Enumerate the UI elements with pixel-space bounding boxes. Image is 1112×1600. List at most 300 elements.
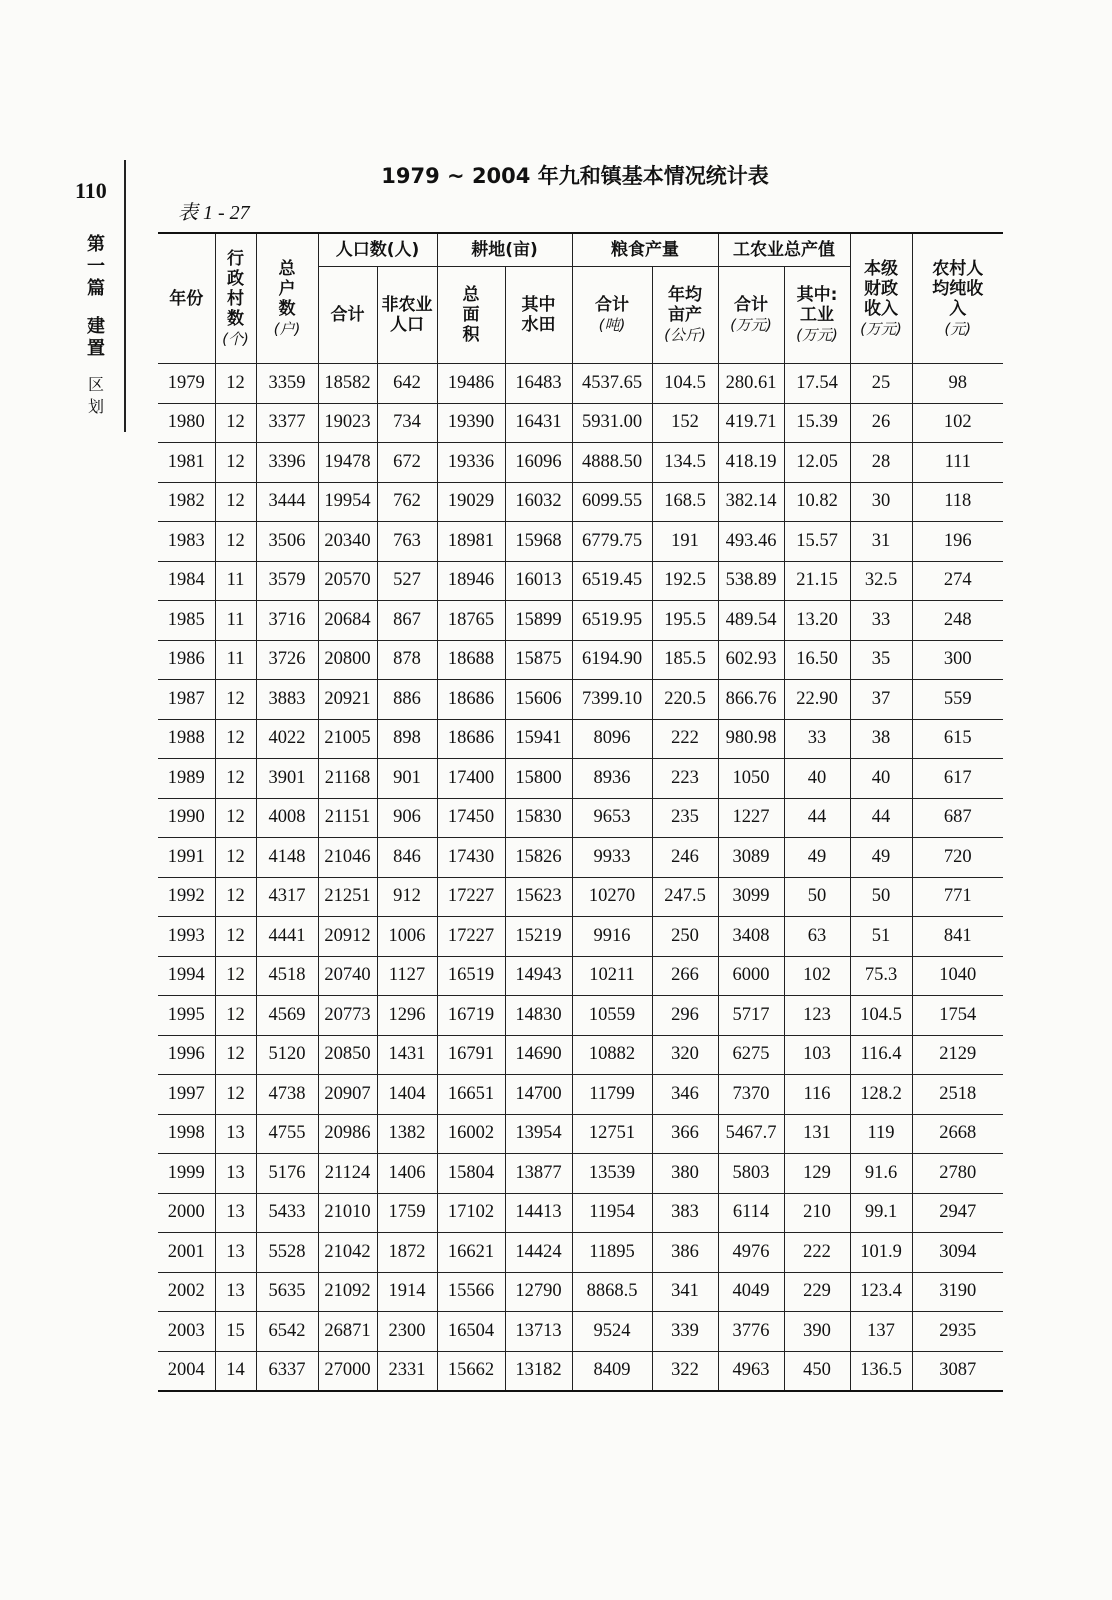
cell-output-total: 4976 <box>718 1233 784 1273</box>
cell-revenue: 38 <box>850 719 912 759</box>
cell-grain-yield: 247.5 <box>652 877 718 917</box>
cell-villages: 13 <box>215 1193 256 1233</box>
cell-grain-total: 11799 <box>572 1075 652 1115</box>
cell-households: 4569 <box>256 996 318 1036</box>
header-pop-total: 合计 <box>318 267 377 364</box>
cell-pop-total: 20570 <box>318 561 377 601</box>
cell-households: 4148 <box>256 838 318 878</box>
cell-farmland-total: 16719 <box>437 996 505 1036</box>
cell-grain-total: 10211 <box>572 956 652 996</box>
cell-pop-total: 20340 <box>318 522 377 562</box>
cell-pop-total: 20850 <box>318 1035 377 1075</box>
cell-income: 841 <box>912 917 1003 957</box>
cell-output-total: 1050 <box>718 759 784 799</box>
cell-grain-total: 5931.00 <box>572 403 652 443</box>
cell-pop-nonagri: 901 <box>377 759 437 799</box>
cell-farmland-paddy: 16431 <box>505 403 572 443</box>
cell-villages: 13 <box>215 1272 256 1312</box>
cell-grain-total: 7399.10 <box>572 680 652 720</box>
cell-farmland-paddy: 14690 <box>505 1035 572 1075</box>
cell-households: 3506 <box>256 522 318 562</box>
cell-grain-total: 4537.65 <box>572 364 652 404</box>
cell-pop-total: 20800 <box>318 640 377 680</box>
cell-income: 3094 <box>912 1233 1003 1273</box>
cell-output-industry: 21.15 <box>784 561 850 601</box>
cell-farmland-total: 16519 <box>437 956 505 996</box>
table-row <box>158 443 1003 483</box>
cell-income: 2935 <box>912 1312 1003 1352</box>
cell-grain-total: 11895 <box>572 1233 652 1273</box>
cell-year: 1995 <box>158 996 215 1036</box>
cell-grain-yield: 322 <box>652 1351 718 1391</box>
cell-year: 1991 <box>158 838 215 878</box>
cell-villages: 12 <box>215 798 256 838</box>
cell-farmland-paddy: 15875 <box>505 640 572 680</box>
cell-farmland-paddy: 13713 <box>505 1312 572 1352</box>
cell-pop-total: 20986 <box>318 1114 377 1154</box>
cell-grain-yield: 104.5 <box>652 364 718 404</box>
cell-villages: 12 <box>215 719 256 759</box>
cell-pop-total: 20773 <box>318 996 377 1036</box>
cell-pop-total: 21168 <box>318 759 377 799</box>
cell-grain-total: 6519.45 <box>572 561 652 601</box>
table-row <box>158 1193 1003 1233</box>
cell-households: 3444 <box>256 482 318 522</box>
cell-income: 300 <box>912 640 1003 680</box>
cell-households: 4317 <box>256 877 318 917</box>
cell-pop-nonagri: 734 <box>377 403 437 443</box>
cell-farmland-total: 16791 <box>437 1035 505 1075</box>
cell-farmland-total: 18946 <box>437 561 505 601</box>
cell-pop-nonagri: 1404 <box>377 1075 437 1115</box>
cell-output-industry: 116 <box>784 1075 850 1115</box>
cell-grain-yield: 246 <box>652 838 718 878</box>
cell-farmland-total: 19390 <box>437 403 505 443</box>
cell-year: 1979 <box>158 364 215 404</box>
cell-pop-total: 20921 <box>318 680 377 720</box>
cell-households: 4518 <box>256 956 318 996</box>
cell-revenue: 51 <box>850 917 912 957</box>
cell-pop-nonagri: 1431 <box>377 1035 437 1075</box>
cell-output-total: 6275 <box>718 1035 784 1075</box>
cell-pop-total: 19023 <box>318 403 377 443</box>
cell-farmland-paddy: 16032 <box>505 482 572 522</box>
cell-output-industry: 123 <box>784 996 850 1036</box>
table-row <box>158 364 1003 404</box>
cell-output-industry: 22.90 <box>784 680 850 720</box>
cell-output-industry: 49 <box>784 838 850 878</box>
cell-revenue: 50 <box>850 877 912 917</box>
cell-households: 3359 <box>256 364 318 404</box>
table-row <box>158 917 1003 957</box>
cell-pop-total: 21092 <box>318 1272 377 1312</box>
table-row <box>158 640 1003 680</box>
table-row <box>158 1312 1003 1352</box>
header-population: 人口数(人) <box>318 233 437 267</box>
cell-grain-yield: 383 <box>652 1193 718 1233</box>
cell-income: 1754 <box>912 996 1003 1036</box>
cell-grain-yield: 296 <box>652 996 718 1036</box>
table-row <box>158 1114 1003 1154</box>
cell-income: 3087 <box>912 1351 1003 1391</box>
cell-output-total: 3408 <box>718 917 784 957</box>
cell-income: 274 <box>912 561 1003 601</box>
cell-pop-nonagri: 886 <box>377 680 437 720</box>
cell-farmland-paddy: 15219 <box>505 917 572 957</box>
cell-farmland-paddy: 16483 <box>505 364 572 404</box>
cell-grain-total: 9524 <box>572 1312 652 1352</box>
cell-year: 1986 <box>158 640 215 680</box>
cell-income: 615 <box>912 719 1003 759</box>
cell-villages: 12 <box>215 443 256 483</box>
cell-grain-yield: 266 <box>652 956 718 996</box>
cell-output-industry: 103 <box>784 1035 850 1075</box>
cell-revenue: 136.5 <box>850 1351 912 1391</box>
cell-villages: 12 <box>215 680 256 720</box>
cell-income: 2668 <box>912 1114 1003 1154</box>
cell-farmland-paddy: 15899 <box>505 601 572 641</box>
cell-grain-total: 6099.55 <box>572 482 652 522</box>
cell-income: 248 <box>912 601 1003 641</box>
cell-year: 1988 <box>158 719 215 759</box>
cell-grain-yield: 346 <box>652 1075 718 1115</box>
table-row <box>158 1272 1003 1312</box>
cell-grain-total: 11954 <box>572 1193 652 1233</box>
cell-revenue: 128.2 <box>850 1075 912 1115</box>
cell-output-total: 5717 <box>718 996 784 1036</box>
cell-output-total: 6114 <box>718 1193 784 1233</box>
cell-output-total: 7370 <box>718 1075 784 1115</box>
cell-pop-total: 21151 <box>318 798 377 838</box>
cell-year: 1990 <box>158 798 215 838</box>
table-number: 表 1 - 27 <box>178 202 250 224</box>
cell-output-industry: 33 <box>784 719 850 759</box>
cell-pop-total: 21010 <box>318 1193 377 1233</box>
cell-farmland-paddy: 15830 <box>505 798 572 838</box>
cell-year: 1983 <box>158 522 215 562</box>
cell-households: 3579 <box>256 561 318 601</box>
cell-year: 1992 <box>158 877 215 917</box>
cell-income: 687 <box>912 798 1003 838</box>
cell-grain-yield: 220.5 <box>652 680 718 720</box>
header-farmland: 耕地(亩) <box>437 233 572 267</box>
cell-revenue: 40 <box>850 759 912 799</box>
cell-pop-total: 21042 <box>318 1233 377 1273</box>
cell-households: 4008 <box>256 798 318 838</box>
cell-revenue: 26 <box>850 403 912 443</box>
table-row <box>158 1233 1003 1273</box>
cell-output-total: 4049 <box>718 1272 784 1312</box>
cell-grain-yield: 223 <box>652 759 718 799</box>
cell-income: 2947 <box>912 1193 1003 1233</box>
cell-farmland-total: 15662 <box>437 1351 505 1391</box>
cell-grain-total: 6779.75 <box>572 522 652 562</box>
cell-income: 98 <box>912 364 1003 404</box>
cell-farmland-total: 19336 <box>437 443 505 483</box>
cell-households: 4755 <box>256 1114 318 1154</box>
cell-revenue: 104.5 <box>850 996 912 1036</box>
cell-revenue: 33 <box>850 601 912 641</box>
cell-output-industry: 15.57 <box>784 522 850 562</box>
cell-income: 2780 <box>912 1154 1003 1194</box>
cell-output-total: 3089 <box>718 838 784 878</box>
cell-grain-yield: 386 <box>652 1233 718 1273</box>
cell-pop-total: 21124 <box>318 1154 377 1194</box>
cell-output-total: 5803 <box>718 1154 784 1194</box>
cell-income: 559 <box>912 680 1003 720</box>
cell-pop-total: 20907 <box>318 1075 377 1115</box>
cell-villages: 11 <box>215 640 256 680</box>
side-part-label: 第 一 篇 <box>87 234 105 299</box>
margin-rule <box>124 160 126 432</box>
table-row <box>158 996 1003 1036</box>
cell-output-industry: 50 <box>784 877 850 917</box>
cell-farmland-total: 18688 <box>437 640 505 680</box>
cell-year: 1985 <box>158 601 215 641</box>
cell-pop-nonagri: 1006 <box>377 917 437 957</box>
cell-output-total: 493.46 <box>718 522 784 562</box>
cell-output-industry: 129 <box>784 1154 850 1194</box>
cell-pop-nonagri: 1914 <box>377 1272 437 1312</box>
cell-pop-total: 26871 <box>318 1312 377 1352</box>
cell-households: 4022 <box>256 719 318 759</box>
cell-villages: 12 <box>215 838 256 878</box>
table-row <box>158 1075 1003 1115</box>
page-number: 110 <box>75 178 107 203</box>
cell-output-total: 980.98 <box>718 719 784 759</box>
cell-revenue: 30 <box>850 482 912 522</box>
cell-income: 2518 <box>912 1075 1003 1115</box>
cell-households: 4738 <box>256 1075 318 1115</box>
cell-output-industry: 210 <box>784 1193 850 1233</box>
cell-grain-total: 13539 <box>572 1154 652 1194</box>
statistics-table <box>158 232 1003 1392</box>
cell-households: 5433 <box>256 1193 318 1233</box>
cell-income: 3190 <box>912 1272 1003 1312</box>
cell-grain-total: 8409 <box>572 1351 652 1391</box>
cell-farmland-paddy: 15800 <box>505 759 572 799</box>
table-row <box>158 759 1003 799</box>
cell-farmland-paddy: 14424 <box>505 1233 572 1273</box>
cell-year: 2002 <box>158 1272 215 1312</box>
table-row <box>158 601 1003 641</box>
cell-year: 1998 <box>158 1114 215 1154</box>
cell-farmland-total: 17102 <box>437 1193 505 1233</box>
cell-revenue: 44 <box>850 798 912 838</box>
cell-villages: 12 <box>215 482 256 522</box>
cell-villages: 12 <box>215 956 256 996</box>
cell-year: 2001 <box>158 1233 215 1273</box>
header-income: 农村人均纯收入 (元) <box>912 233 1003 364</box>
cell-pop-total: 20740 <box>318 956 377 996</box>
header-output: 工农业总产值 <box>718 233 850 267</box>
header-output-total: 合计 (万元) <box>718 267 784 364</box>
cell-output-industry: 229 <box>784 1272 850 1312</box>
cell-output-total: 3099 <box>718 877 784 917</box>
cell-households: 5635 <box>256 1272 318 1312</box>
cell-output-total: 280.61 <box>718 364 784 404</box>
cell-output-industry: 44 <box>784 798 850 838</box>
cell-farmland-paddy: 14830 <box>505 996 572 1036</box>
cell-grain-yield: 320 <box>652 1035 718 1075</box>
cell-pop-total: 20684 <box>318 601 377 641</box>
cell-income: 1040 <box>912 956 1003 996</box>
cell-pop-nonagri: 642 <box>377 364 437 404</box>
cell-pop-nonagri: 762 <box>377 482 437 522</box>
table-row <box>158 719 1003 759</box>
cell-households: 3396 <box>256 443 318 483</box>
cell-farmland-total: 18686 <box>437 719 505 759</box>
cell-grain-yield: 380 <box>652 1154 718 1194</box>
cell-revenue: 37 <box>850 680 912 720</box>
cell-households: 6337 <box>256 1351 318 1391</box>
cell-year: 1980 <box>158 403 215 443</box>
cell-farmland-total: 17227 <box>437 877 505 917</box>
cell-grain-total: 8868.5 <box>572 1272 652 1312</box>
cell-pop-nonagri: 672 <box>377 443 437 483</box>
cell-grain-total: 4888.50 <box>572 443 652 483</box>
cell-pop-nonagri: 2300 <box>377 1312 437 1352</box>
cell-revenue: 32.5 <box>850 561 912 601</box>
cell-output-total: 1227 <box>718 798 784 838</box>
table-row <box>158 877 1003 917</box>
cell-pop-nonagri: 898 <box>377 719 437 759</box>
cell-income: 196 <box>912 522 1003 562</box>
cell-farmland-paddy: 14943 <box>505 956 572 996</box>
cell-pop-nonagri: 878 <box>377 640 437 680</box>
cell-pop-nonagri: 1759 <box>377 1193 437 1233</box>
cell-grain-yield: 366 <box>652 1114 718 1154</box>
table-row <box>158 838 1003 878</box>
cell-farmland-paddy: 15826 <box>505 838 572 878</box>
cell-revenue: 25 <box>850 364 912 404</box>
cell-revenue: 91.6 <box>850 1154 912 1194</box>
cell-grain-total: 9933 <box>572 838 652 878</box>
cell-villages: 12 <box>215 1035 256 1075</box>
cell-farmland-total: 19029 <box>437 482 505 522</box>
table-row <box>158 522 1003 562</box>
cell-farmland-total: 18981 <box>437 522 505 562</box>
cell-villages: 11 <box>215 601 256 641</box>
cell-households: 3883 <box>256 680 318 720</box>
cell-pop-total: 19478 <box>318 443 377 483</box>
cell-output-industry: 16.50 <box>784 640 850 680</box>
cell-villages: 13 <box>215 1233 256 1273</box>
cell-farmland-paddy: 16013 <box>505 561 572 601</box>
cell-villages: 15 <box>215 1312 256 1352</box>
cell-grain-yield: 250 <box>652 917 718 957</box>
cell-villages: 12 <box>215 996 256 1036</box>
cell-output-industry: 102 <box>784 956 850 996</box>
cell-grain-yield: 195.5 <box>652 601 718 641</box>
cell-villages: 12 <box>215 917 256 957</box>
cell-farmland-paddy: 13877 <box>505 1154 572 1194</box>
table-row <box>158 1035 1003 1075</box>
cell-households: 4441 <box>256 917 318 957</box>
cell-output-industry: 10.82 <box>784 482 850 522</box>
cell-pop-nonagri: 2331 <box>377 1351 437 1391</box>
cell-revenue: 123.4 <box>850 1272 912 1312</box>
cell-revenue: 99.1 <box>850 1193 912 1233</box>
cell-households: 3901 <box>256 759 318 799</box>
cell-output-total: 382.14 <box>718 482 784 522</box>
cell-households: 5176 <box>256 1154 318 1194</box>
cell-villages: 12 <box>215 403 256 443</box>
cell-year: 1981 <box>158 443 215 483</box>
cell-farmland-paddy: 13954 <box>505 1114 572 1154</box>
cell-pop-nonagri: 912 <box>377 877 437 917</box>
cell-revenue: 116.4 <box>850 1035 912 1075</box>
cell-grain-total: 9916 <box>572 917 652 957</box>
cell-farmland-paddy: 15941 <box>505 719 572 759</box>
cell-villages: 12 <box>215 1075 256 1115</box>
cell-revenue: 137 <box>850 1312 912 1352</box>
cell-villages: 13 <box>215 1154 256 1194</box>
cell-pop-nonagri: 1382 <box>377 1114 437 1154</box>
cell-revenue: 28 <box>850 443 912 483</box>
cell-farmland-total: 16651 <box>437 1075 505 1115</box>
cell-households: 5120 <box>256 1035 318 1075</box>
cell-farmland-total: 19486 <box>437 364 505 404</box>
table-row <box>158 403 1003 443</box>
cell-pop-total: 21251 <box>318 877 377 917</box>
side-section-label: 区 划 <box>87 375 104 416</box>
cell-output-industry: 222 <box>784 1233 850 1273</box>
cell-households: 3377 <box>256 403 318 443</box>
cell-pop-nonagri: 846 <box>377 838 437 878</box>
cell-revenue: 35 <box>850 640 912 680</box>
cell-pop-nonagri: 763 <box>377 522 437 562</box>
header-revenue: 本级财政收入 (万元) <box>850 233 912 364</box>
cell-revenue: 75.3 <box>850 956 912 996</box>
cell-farmland-paddy: 15606 <box>505 680 572 720</box>
header-pop-nonagri: 非农业人口 <box>377 267 437 364</box>
cell-revenue: 49 <box>850 838 912 878</box>
cell-year: 1999 <box>158 1154 215 1194</box>
cell-farmland-paddy: 15623 <box>505 877 572 917</box>
cell-farmland-paddy: 14700 <box>505 1075 572 1115</box>
cell-farmland-total: 18686 <box>437 680 505 720</box>
cell-revenue: 101.9 <box>850 1233 912 1273</box>
table-body <box>158 364 1003 1392</box>
cell-households: 3726 <box>256 640 318 680</box>
cell-income: 102 <box>912 403 1003 443</box>
cell-output-industry: 15.39 <box>784 403 850 443</box>
table-row <box>158 561 1003 601</box>
cell-output-industry: 40 <box>784 759 850 799</box>
cell-pop-nonagri: 1872 <box>377 1233 437 1273</box>
cell-output-total: 3776 <box>718 1312 784 1352</box>
header-farmland-paddy: 其中水田 <box>505 267 572 364</box>
table-row <box>158 956 1003 996</box>
cell-income: 617 <box>912 759 1003 799</box>
cell-farmland-paddy: 13182 <box>505 1351 572 1391</box>
cell-grain-total: 6194.90 <box>572 640 652 680</box>
cell-year: 1984 <box>158 561 215 601</box>
cell-year: 1982 <box>158 482 215 522</box>
cell-output-industry: 13.20 <box>784 601 850 641</box>
cell-farmland-total: 17227 <box>437 917 505 957</box>
cell-households: 3716 <box>256 601 318 641</box>
cell-grain-yield: 339 <box>652 1312 718 1352</box>
cell-farmland-total: 15566 <box>437 1272 505 1312</box>
cell-grain-yield: 168.5 <box>652 482 718 522</box>
table-row <box>158 798 1003 838</box>
cell-pop-nonagri: 867 <box>377 601 437 641</box>
cell-pop-total: 18582 <box>318 364 377 404</box>
header-grain-total: 合计 (吨) <box>572 267 652 364</box>
cell-grain-total: 8936 <box>572 759 652 799</box>
